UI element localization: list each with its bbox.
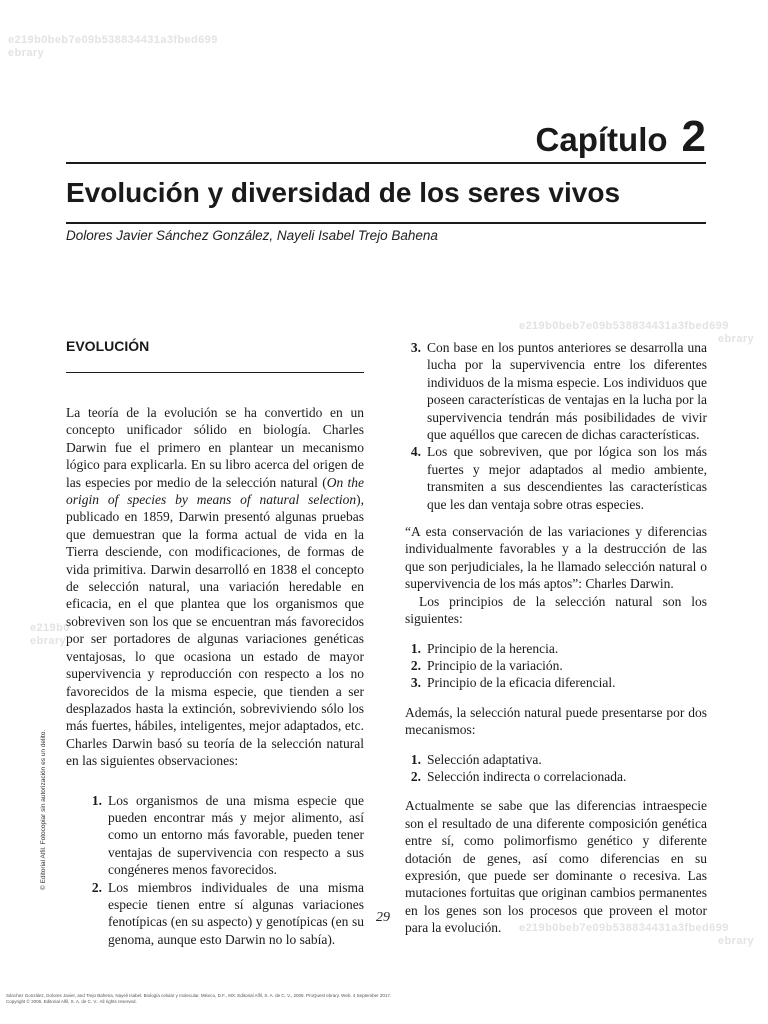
observations-list-continued	[405, 339, 707, 513]
section-heading: EVOLUCIÓN	[66, 338, 150, 354]
principles-list	[405, 640, 707, 692]
title-rule	[66, 222, 706, 224]
watermark-ebrary: ebrary	[30, 635, 67, 647]
list-item: 1. Los organismos de una misma especie que pueden encontrar más y mejor alimento, así como un entorno más favorable, pueden tener ventajas de supervivencia con respecto a sus congéneres menos favorecidos.	[91, 792, 364, 878]
watermark	[30, 622, 70, 648]
citation-line: Sánchez González, Dolores Javier, and Trejo Bahena, Nayeli Isabel. Biología celular y molecular. México, D.F., MX: Editorial Alfil, S. A. de C. V., 2006. ProQuest ebrary. Web. 4 September 2017.	[6, 993, 392, 998]
book-title: On the origin of species by means of natural selection	[66, 474, 364, 508]
list-item: 3. Con base en los puntos anteriores se desarrolla una lucha por la supervivencia entre los diferentes individuos de la misma especie. Los individuos que poseen características de ventajas en la lucha por la supervivencia tendrán más posibilidades de vivir que aquéllos que carecen de dichas características.	[410, 340, 707, 443]
chapter-title: Evolución y diversidad de los seres vivos	[66, 177, 621, 208]
list-item: 2. Selección indirecta o correlacionada.	[410, 768, 627, 784]
watermark-hash: e219b0beb7e09b538834431a3fbed699	[519, 320, 729, 332]
list-item: 4. Los que sobreviven, que por lógica son los más fuertes y mejor adaptados al medio ambiente, transmiten a sus descendientes las características que les dan ventaja sobre otras especies.	[410, 444, 707, 512]
watermark	[8, 34, 218, 60]
watermark-hash: e219b0beb7e09b538834431a3fbed699	[519, 922, 729, 934]
list-item: 1. Selección adaptativa.	[410, 751, 542, 767]
chapter-rule	[66, 162, 706, 164]
mechanisms-list	[405, 751, 707, 786]
citation-footer	[6, 993, 391, 1004]
right-column	[405, 339, 707, 937]
list-item: 2. Los miembros individuales de una misma especie tienen entre sí algunas variaciones fenotípicas (en su aspecto) y genotípicas (en su genoma, aunque esto Darwin no lo sabía).	[91, 879, 364, 947]
list-item: 2. Principio de la variación.	[410, 657, 563, 673]
left-column	[66, 404, 364, 948]
final-paragraph: Actualmente se sabe que las diferencias intraespecie son el resultado de una diferente composición genética entre sí, como polimorfismo genético y diferente dotación de genes, así como diferencias en su expresión, que puede ser dominante o recesiva. Las mutaciones fortuitas que originan cambios permanentes en los genes son los procesos que proveen el motor para la evolución.	[405, 798, 707, 936]
watermark-ebrary: ebrary	[8, 47, 45, 59]
darwin-quote: “A esta conservación de las variaciones y diferencias individualmente favorables y a la destrucción de las que son perjudiciales, la he llamado selección natural o supervivencia de los más aptos”: Charles Darwin.	[405, 524, 707, 592]
chapter-number: 2	[681, 112, 706, 161]
list-item: 1. Principio de la herencia.	[410, 640, 559, 656]
page-number: 29	[376, 910, 390, 925]
watermark-ebrary: ebrary	[718, 935, 755, 947]
chapter-word: Capítulo	[535, 121, 668, 158]
watermark-hash: e219b0beb7e09b538834431a3fbed699	[8, 34, 218, 46]
copyright-line: Copyright © 2006. Editorial Alfil, S. A. de C. V.. All rights reserved.	[6, 998, 137, 1004]
list-item: 3. Principio de la eficacia diferencial.	[410, 675, 616, 691]
watermark-ebrary: ebrary	[718, 333, 755, 345]
principles-intro: Los principios de la selección natural son los siguientes:	[405, 593, 707, 627]
section-rule	[66, 372, 364, 373]
chapter-label	[536, 112, 706, 162]
observations-list	[86, 792, 364, 949]
mechanisms-intro: Además, la selección natural puede presentarse por dos mecanismos:	[405, 704, 707, 738]
watermark-hash: e219b0	[30, 622, 70, 634]
copyright-side-note: © Editorial Alfil. Fotocopiar sin autorización es un delito.	[40, 729, 47, 890]
authors: Dolores Javier Sánchez González, Nayeli Isabel Trejo Bahena	[66, 228, 438, 243]
intro-paragraph: La teoría de la evolución se ha convertido en un concepto unificador sólido en biología. Charles Darwin fue el primero en plantear un mecanismo lógico para explicarla. En su libro acerca del origen de las especies por medio de la selección natural (On the origin of species by means of natural selection), publicado en 1859, Darwin presentó algunas pruebas que demuestran que la forma actual de vida en la Tierra desciende, con modificaciones, de formas de vida primitiva. Darwin desarrolló en 1838 el concepto de selección natural, una variación heredable en eficacia, en el que plantea que los organismos que sobreviven son los que se encuentran más favorecidos por ser portadores de algunas variaciones genéticas ventajosas, lo que ocasiona un estado de mayor supervivencia y reproducción con respecto a los no favorecidos de la misma especie, que tienden a ser desplazados hasta la extinción, sobreviviendo sólo los más fuertes, hábiles, inteligentes, mejor adaptados, etc. Charles Darwin basó su teoría de la selección natural en las siguientes observaciones:	[66, 405, 364, 769]
